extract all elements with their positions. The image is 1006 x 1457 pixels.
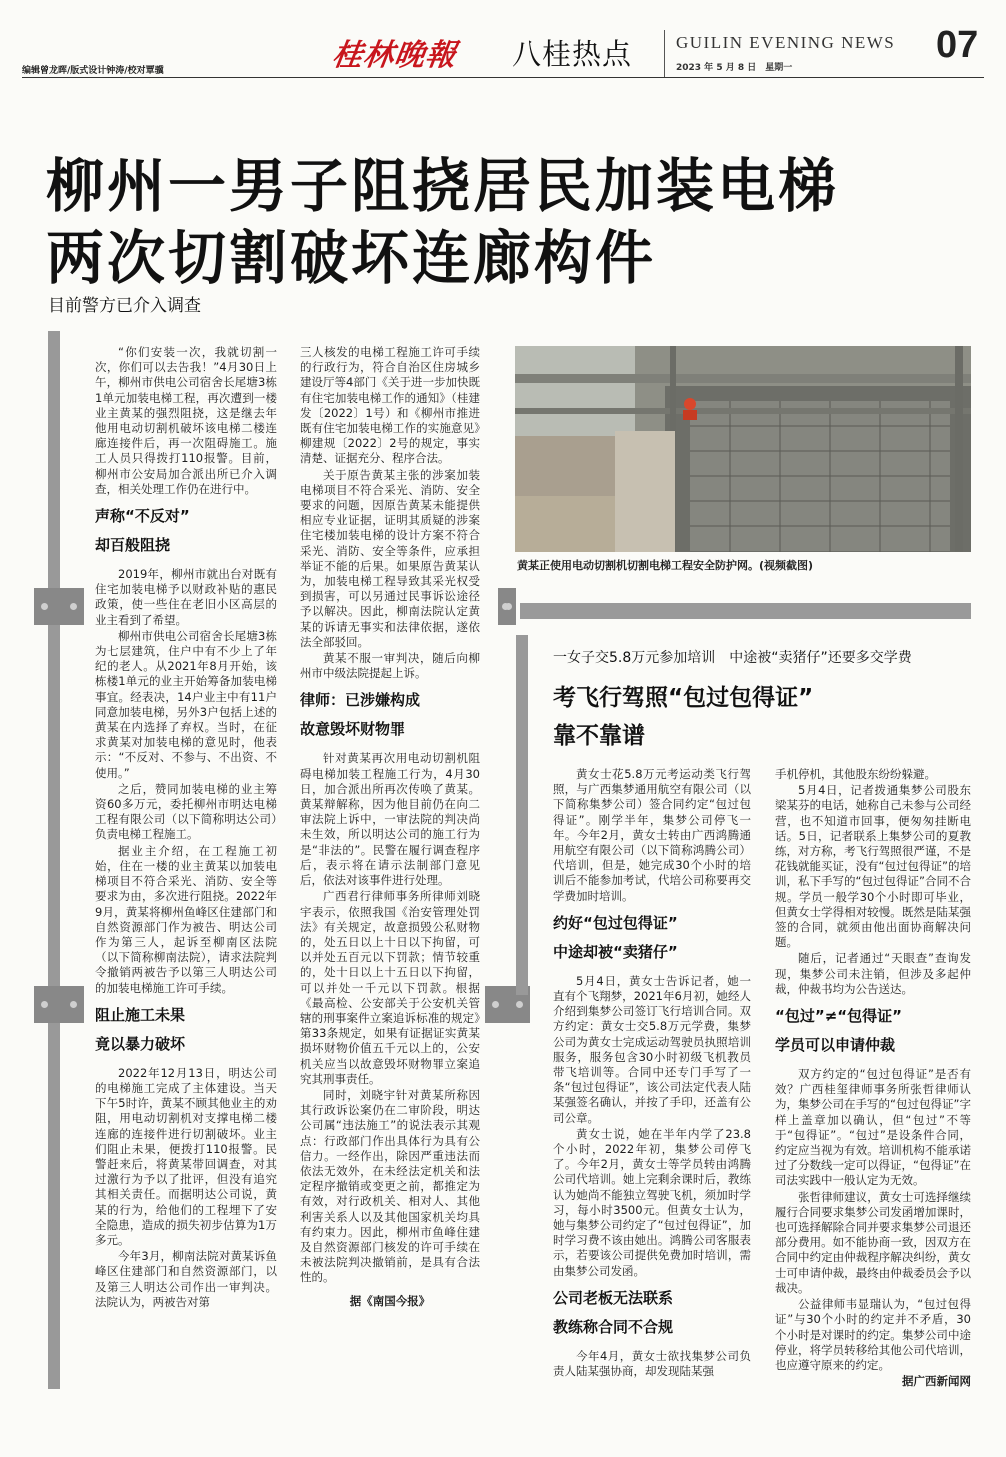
subheading: 声称“不反对” 却百般阻挠 xyxy=(95,507,190,555)
story2-column-1 xyxy=(553,767,751,1380)
header-rule xyxy=(22,77,984,78)
page-number: 07 xyxy=(936,24,979,66)
header-divider xyxy=(664,30,665,78)
story1-subtitle: 目前警方已介入调查 xyxy=(48,296,201,316)
decorative-mid-bar xyxy=(516,635,528,995)
story1-headline-line1: 柳州一男子阻挠居民加装电梯 xyxy=(46,152,840,220)
paragraph: “你们安装一次，我就切割一次，你们可以去告我！”4月30日上午，柳州市供电公司宿舍长尾塘3栋1单元加装电梯工程，再次遭到一楼业主黄某的强烈阻挠，这是继去年他用电动切割机破坏该电梯二楼连廊连接件后，再一次阻碍施工。施工人员只得拨打110报警。目前，柳州市公安局加合派出所已介入调查，相关处理工作仍在进行中。 xyxy=(95,345,277,496)
photo-bottom-bar xyxy=(520,603,971,619)
paragraph: 2022年12月13日，明达公司的电梯施工完成了主体建设。当天下午5时许，黄某不顾其他业主的劝阻，用电动切割机对支撑电梯二楼连廊的连接件进行切割破坏。业主们阻止未果，便拨打110报警。民警赶来后，将黄某带回调查，对其过激行为予以了批评，但没有追究其相关责任。而据明达公司说，黄某的行为，给他们的工程埋下了安全隐患，造成的损失初步估算为1万多元。 xyxy=(95,1065,277,1247)
subheading: 约好“包过包得证” 中途却被“卖猪仔” xyxy=(553,913,678,961)
story1-headline-line2: 两次切割破坏连廊构件 xyxy=(46,224,657,292)
story2-title-line1: 考飞行驾照“包过包得证” xyxy=(553,685,814,711)
newspaper-masthead: 桂林晚報 xyxy=(330,38,459,73)
editor-credits: 编辑曾龙晖/版式设计钟涛/校对覃骥 xyxy=(22,66,164,76)
section-name: 八桂热点 xyxy=(512,37,633,71)
paragraph: 双方约定的“包过包得证”是否有效？广西桂玺律师事务所张哲律师认为，集梦公司在手写的“包过包得证”字样上盖章加以确认，但“包过”不等于“包得证”。“包过”是设条件合同，约定应当视为有效。培训机构不能承诺过了分数线一定可以得证，“包得证”在司法实践中一般认定为无效。 xyxy=(775,1067,971,1188)
paragraph: 柳州市供电公司宿舍长尾塘3栋为七层建筑，住户中有不少上了年纪的老人。从2021年8月开始，该栋楼1单元的业主开始筹备加装电梯事宜。经表决，14户业主中有11户同意加装电梯，另外3户包括上述的黄某在内选择了弃权。当时，在征求黄某对加装电梯的意见时，他表示：“不反对、不参与、不出资、不使用。” xyxy=(95,628,277,780)
paragraph: 同时，刘晓宇针对黄某所称因其行政诉讼案仍在二审阶段，明达公司属“违法施工”的说法表示其观点：行政部门作出具体行为具有公信力。一经作出，除因严重违法而依法无效外，在未经法定机关和法定程序撤销或变更之前，都推定为有效，对行政机关、相对人、其他利害关系人以及其他国家机关均具有约束力。因此，柳州市鱼峰住建及自然资源部门核发的许可手续在未被法院判决撤销前，是具有合法性的。 xyxy=(300,1087,480,1285)
paragraph: 黄女士花5.8万元考运动类飞行驾照，与广西集梦通用航空有限公司（以下简称集梦公司）签合同约定“包过包得证”。刚学半年，集梦公司停飞一年。今年2月，黄女士转由广西鸿腾通用航空有限公司（以下简称鸿腾公司）代培训，但是，她完成30个小时的培训后不能参加考试，代培公司称要再交学费加时培训。 xyxy=(553,767,751,903)
subheading: “包过”≠“包得证” 学员可以申请仲裁 xyxy=(775,1007,903,1055)
paragraph: 张哲律师建议，黄女士可选择继续履行合同要求集梦公司发函增加课时，也可选择解除合同并要求集梦公司退还部分费用。如不能协商一致，因双方在合同中约定由仲裁程序解决纠纷，黄女士可申请仲裁，最终由仲裁委员会予以裁决。 xyxy=(775,1189,971,1295)
left-bracket-decoration xyxy=(34,588,84,625)
newspaper-english-name: GUILIN EVENING NEWS xyxy=(676,33,896,52)
story1-column-1 xyxy=(95,345,277,1311)
paragraph: 手机停机，其他股东纷纷躲避。 xyxy=(775,767,936,781)
story2-column-2 xyxy=(775,767,971,1390)
paragraph: 之后，赞同加装电梯的业主筹资60多万元，委托柳州市明达电梯工程有限公司（以下简称明达公司）负责电梯工程施工。 xyxy=(95,781,277,842)
paragraph: 随后，记者通过“天眼查”查询发现，集梦公司未注销，但涉及多起仲裁，仲裁书均为公告送达。 xyxy=(775,951,971,996)
paragraph: 据业主介绍，在工程施工初始，住在一楼的业主黄某以加装电梯项目不符合采光、消防、安全等要求为由，多次进行阻挠。2022年9月，黄某将柳州鱼峰区住建部门和自然资源部门作为被告、明达公司作为第三人，起诉至柳南区法院（以下简称柳南法院），请求法院判令撤销两被告予以第三人明达公司的加装电梯施工许可手续。 xyxy=(95,843,277,995)
paragraph: 5月4日，黄女士告诉记者，她一直有个飞翔梦，2021年6月初，她经人介绍到集梦公司签订飞行培训合同。双方约定：黄女士交5.8万元学费，集梦公司为黄女士完成运动驾驶员执照培训服务，服务包含30小时初级飞机教员带飞培训等。合同中还专门手写了一条“包过包得证”，该公司法定代表人陆某强签名确认，并按了手印，还盖有公司公章。 xyxy=(553,973,751,1125)
paragraph: 今年4月，黄女士欲找集梦公司负责人陆某强协商，却发现陆某强 xyxy=(553,1348,751,1379)
paragraph: 广西君行律师事务所律师刘晓宇表示，依照我国《治安管理处罚法》有关规定，故意损毁公私财物的，处五日以上十日以下拘留，可以并处五百元以下罚款；情节较重的，处十日以上十五日以下拘留，可以并处一千元以下罚款。根据《最高检、公安部关于公安机关管辖的刑事案件立案追诉标准的规定》第33条规定，如果有证据证实黄某损坏财物价值五千元以上的，公安机关应当以故意毁坏财物罪立案追究其刑事责任。 xyxy=(300,889,480,1086)
paragraph: 三人核发的电梯工程施工许可手续的行政行为，符合自治区住房城乡建设厅等4部门《关于进一步加快既有住宅加装电梯工作的通知》（桂建发〔2022〕1号）和《柳州市推进既有住宅加装电梯工作的实施意见》柳建规〔2022〕2号的规定，事实清楚、证据充分、程序合法。 xyxy=(300,345,480,466)
paragraph: 关于原告黄某主张的涉案加装电梯项目不符合采光、消防、安全要求的问题，因原告黄某未能提供相应专业证据，证明其质疑的涉案住宅楼加装电梯的设计方案不符合采光、消防、安全等条件，应承担举证不能的后果。如果原告黄某认为，加装电梯工程导致其采光权受到损害，可以另通过民事诉讼途径予以解决。因此，柳南法院认定黄某的诉请无事实和法律依据，遂依法全部驳回。 xyxy=(300,467,480,649)
subheading: 阻止施工未果 竟以暴力破坏 xyxy=(95,1005,186,1053)
subheading: 律师：已涉嫌构成 故意毁坏财物罪 xyxy=(300,691,421,739)
decorative-left-bar xyxy=(48,331,60,1389)
photo-caption: 黄某正使用电动切割机切割电梯工程安全防护网。(视频截图) xyxy=(517,559,814,572)
paragraph: 黄女士说，她在半年内学了23.8个小时，2022年初，集梦公司停飞了。今年2月，黄女士等学员转由鸿腾公司代培训。她上完剩余课时后，教练认为她尚不能独立驾驶飞机，须加时学习，每小时3500元。但黄女士认为，她与集梦公司约定了“包过包得证”，加时学习费不该由她出。鸿腾公司客服表示，若要该公司提供免费加时培训，需由集梦公司发函。 xyxy=(553,1126,751,1278)
subheading: 公司老板无法联系 教练称合同不合规 xyxy=(553,1288,674,1336)
paragraph: 针对黄某再次用电动切割机阻碍电梯加装工程施工行为，4月30日，加合派出所再次传唤了黄某。黄某辩解称，因为他目前仍在向二审法院上诉中，一审法院的判决尚未生效，所以明达公司的施工行为是“非法的”。民警在履行调查程序后，表示将在请示法制部门意见后，依法对该事件进行处理。 xyxy=(300,751,480,888)
issue-date: 2023 年 5 月 8 日 星期一 xyxy=(676,63,793,73)
paragraph: 5月4日，记者拨通集梦公司股东梁某芬的电话，她称自己未参与公司经营，也不知道市回事，便匆匆挂断电话。5日，记者联系上集梦公司的夏教练，对方称，考飞行驾照很严谨，不是花钱就能买证，没有“包过包得证”的培训，私下手写的“包过包得证”合同不合规。学员一般学30个小时即可毕业，但黄女士学得相对较慢。既然是陆某强签的合同，就须由他出面协商解决问题。 xyxy=(775,783,971,950)
left-bracket-decoration xyxy=(34,986,84,1023)
story2-kicker: 一女子交5.8万元参加培训 中途被“卖猪仔”还要多交学费 xyxy=(553,650,912,666)
elevator-scaffold-illustration xyxy=(515,346,971,552)
story1-column-2 xyxy=(300,345,480,1310)
paragraph: 公益律师韦显瑞认为，“包过包得证”与30个小时的约定并不矛盾，30个小时是对课时的约定。集梦公司中途停业，将学员转移给其他公司代培训，也应遵守原来的约定。 xyxy=(775,1297,971,1372)
news-photo xyxy=(515,346,971,552)
paragraph: 2019年，柳州市就出台对既有住宅加装电梯予以财政补贴的惠民政策，使一些住在老旧小区高层的业主看到了希望。 xyxy=(95,567,277,627)
paragraph: 今年3月，柳南法院对黄某诉鱼峰区住建部门和自然资源部门，以及第三人明达公司作出一审判决。法院认为，两被告对第 xyxy=(95,1249,277,1309)
paragraph: 黄某不服一审判决，随后向柳州市中级法院提起上诉。 xyxy=(300,651,480,681)
source-credit: 据《南国今报》 xyxy=(349,1293,431,1308)
source-credit: 据广西新闻网 xyxy=(902,1374,971,1389)
story2-title-line2: 靠不靠谱 xyxy=(553,723,645,749)
center-bracket-decoration xyxy=(498,588,516,625)
